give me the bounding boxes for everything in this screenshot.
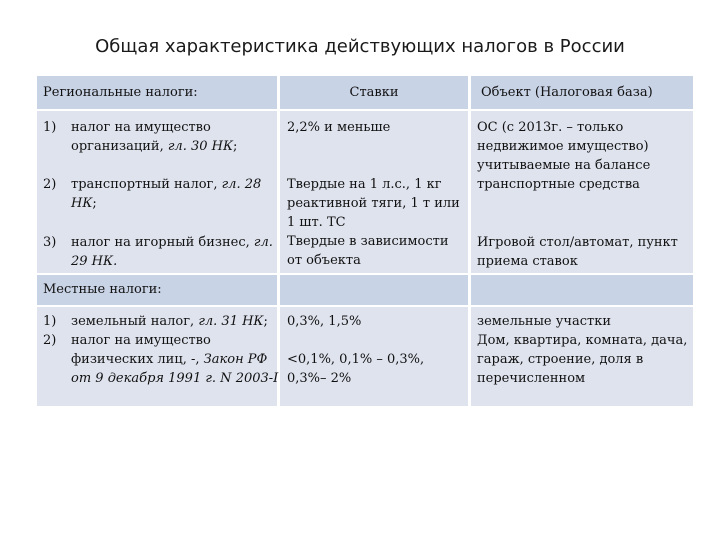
list-text-line [71,233,273,252]
object-cell [477,118,650,194]
rate-line: 0,3%– 2% [287,371,352,386]
header-cell-rates [280,76,468,109]
rate-line: 1 шт. ТС [287,215,346,230]
list-text-italic: гл. 31 НК [198,314,264,329]
list-text: налог на имущество [71,333,211,348]
row-separator [37,305,693,307]
object-line: учитываемые на балансе [477,158,651,173]
object-line: гараж, строение, доля в [477,352,644,367]
rate-text: 2,2% и меньше [287,120,391,135]
object-line: ОС (с 2013г. – только [477,120,624,135]
list-text-italic: гл. 30 НК [167,139,234,154]
object-cell [477,233,678,271]
object-line: недвижимое имущество) [477,139,649,154]
list-text-tail: ; [263,314,268,329]
subheader-local-label: Местные налоги: [43,282,162,297]
rate-cell [287,175,460,270]
object-line: перечисленном [477,371,586,386]
rate-line [287,331,424,350]
list-text-plain: транспортный налог, [71,177,222,192]
list-item [43,233,275,273]
rate-line: Твердые на 1 л.с., 1 кг [287,177,442,192]
list-item [43,331,277,391]
list-number: 3) [43,235,57,250]
rate-cell [287,312,424,388]
object-line: транспортные средства [477,177,640,192]
list-text-line [71,312,268,331]
object-line: Игровой стол/автомат, пункт [477,235,678,250]
rate-line: <0,1%, 0,1% – 0,3%, [287,352,425,367]
object-line: земельные участки [477,314,612,329]
list-text-italic: Закон РФ [203,352,268,367]
header-cell-object [471,76,693,109]
list-item [43,175,275,215]
list-text-italic: НК [71,196,93,211]
object-line: приема ставок [477,254,578,269]
tax-table [37,76,693,406]
list-text-line [71,175,261,194]
rate-line: реактивной тяги, 1 т или [287,196,460,211]
list-text-line [71,350,267,369]
rate-line: 0,3%, 1,5% [287,314,362,329]
rate-line: Твердые в зависимости [287,234,449,249]
subheader-cell-local [37,275,277,305]
list-item [43,118,275,158]
list-text-line [71,194,97,213]
list-text-line [71,137,237,156]
object-line: Дом, квартира, комната, дача, [477,333,688,348]
subheader-cell-empty [280,275,468,305]
subheader-cell-empty [471,275,693,305]
list-number: 2) [43,333,57,348]
list-item [43,312,277,332]
rate-cell [287,118,390,137]
list-number: 1) [43,120,57,135]
header-cell-regional [37,76,277,109]
list-text-plain: физических лиц, -, [71,352,204,367]
list-text: налог на имущество [71,120,211,135]
column-separator [468,76,471,406]
list-text-tail: ; [233,139,238,154]
rate-line: от объекта [287,253,361,268]
list-text-italic: гл. [253,235,273,250]
list-text-italic: от 9 декабря 1991 г. N 2003-I [71,371,279,386]
list-text-italic: гл. 28 [221,177,262,192]
list-text-italic: 29 НК. [71,254,118,269]
list-number: 1) [43,314,57,329]
header-object-label: Объект (Налоговая база) [481,85,653,100]
column-separator [277,76,280,406]
list-text-plain: налог на игорный бизнес, [71,235,254,250]
list-text-tail: ; [92,196,97,211]
list-number: 2) [43,177,57,192]
object-cell [477,312,687,388]
row-separator [37,109,693,111]
list-text-plain: организаций, [71,139,168,154]
page-title: Общая характеристика действующих налогов в России [95,36,625,57]
header-rates-label: Ставки [349,85,399,100]
header-regional-label: Региональные налоги: [43,85,198,100]
list-text-plain: земельный налог, [71,314,199,329]
